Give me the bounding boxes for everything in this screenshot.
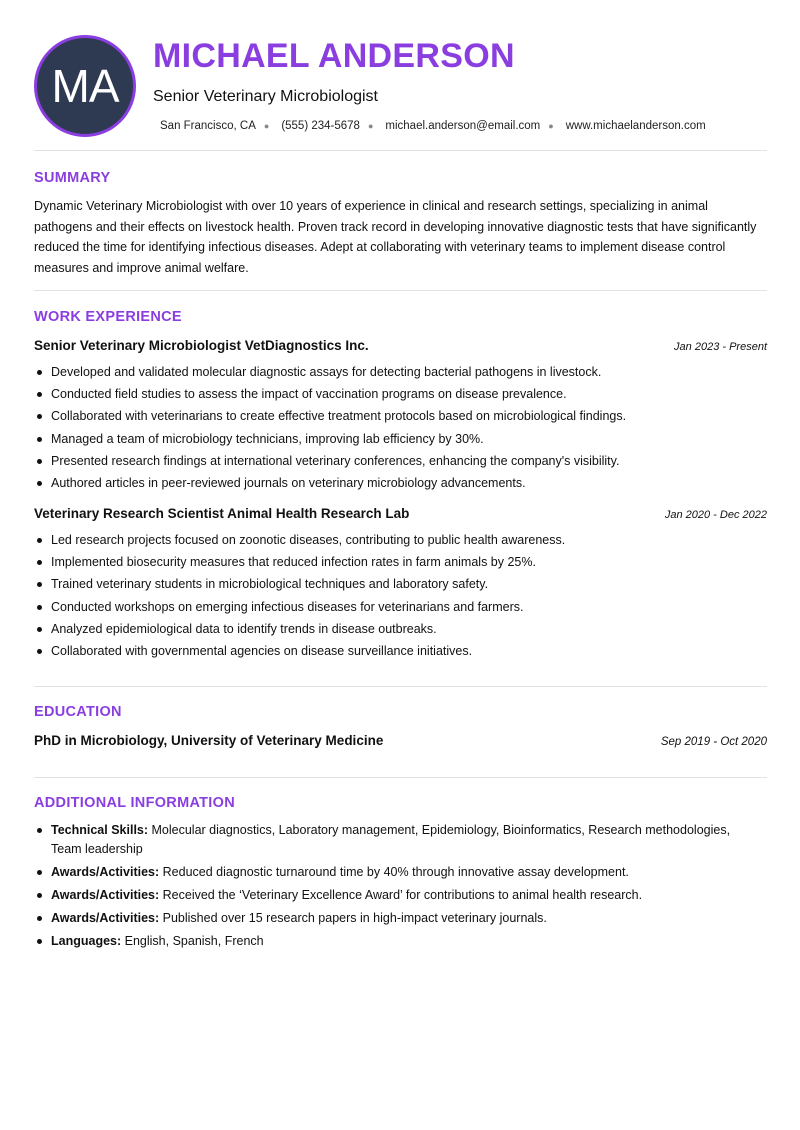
separator-dot-icon: ● xyxy=(548,121,554,131)
summary-text: Dynamic Veterinary Microbiologist with over 10 years of experience in clinical and research settings, specializing in animal pathogens and their effects on livestock health. Proven track record in developing innovative diagnostic tests that have significantly reduced the time for identifying infectious diseases. Adept at collaborating with veterinary teams to implement disease control measures and improve animal welfare. xyxy=(34,199,757,275)
job-header xyxy=(34,506,767,521)
list-item: Led research projects focused on zoonotic diseases, contributing to public health awareness. xyxy=(34,529,767,551)
list-item xyxy=(34,863,734,882)
contact-location: San Francisco, CA xyxy=(160,120,256,132)
job-dates: Jan 2020 - Dec 2022 xyxy=(664,509,767,521)
separator-dot-icon: ● xyxy=(367,121,374,131)
info-text: Received the ‘Veterinary Excellence Award’ for contributions to animal health research. xyxy=(162,888,643,902)
info-text: Molecular diagnostics, Laboratory management, Epidemiology, Bioinformatics, Research methodologies, Team leadership xyxy=(51,823,731,856)
list-item: Presented research findings at international veterinary conferences, enhancing the company's visibility. xyxy=(34,450,767,472)
divider xyxy=(34,777,767,778)
info-label: Technical Skills: xyxy=(51,823,149,837)
job-role: Senior Veterinary Microbiologist VetDiagnostics Inc. xyxy=(34,338,369,353)
list-item: Developed and validated molecular diagnostic assays for detecting bacterial pathogens in livestock. xyxy=(34,361,767,383)
contact-info xyxy=(160,120,706,132)
info-label: Awards/Activities: xyxy=(51,911,160,925)
additional-list xyxy=(34,821,734,955)
contact-website[interactable]: www.michaelanderson.com xyxy=(565,120,706,132)
candidate-name: MICHAEL ANDERSON xyxy=(153,37,515,75)
list-item xyxy=(34,821,734,859)
job-dates: Jan 2023 - Present xyxy=(674,341,767,353)
info-label: Languages: xyxy=(51,934,122,948)
list-item: Conducted field studies to assess the impact of vaccination programs on disease prevalence. xyxy=(34,383,767,405)
contact-email[interactable]: michael.anderson@email.com xyxy=(385,120,541,132)
divider xyxy=(34,686,767,687)
education-heading: EDUCATION xyxy=(34,704,122,720)
info-label: Awards/Activities: xyxy=(51,865,160,879)
list-item xyxy=(34,909,734,928)
separator-dot-icon: ● xyxy=(263,121,270,131)
info-label: Awards/Activities: xyxy=(51,888,160,902)
list-item: Collaborated with veterinarians to create effective treatment protocols based on microbiological findings. xyxy=(34,405,767,427)
list-item: Managed a team of microbiology technicians, improving lab efficiency by 30%. xyxy=(34,428,767,450)
education-entry xyxy=(34,733,767,748)
job-header xyxy=(34,338,767,353)
info-text: English, Spanish, French xyxy=(124,934,264,948)
list-item xyxy=(34,886,734,905)
experience-heading: WORK EXPERIENCE xyxy=(34,309,182,325)
info-text: Reduced diagnostic turnaround time by 40% through innovative assay development. xyxy=(162,865,629,879)
summary-heading: SUMMARY xyxy=(34,170,111,186)
contact-phone: (555) 234-5678 xyxy=(281,120,360,132)
divider xyxy=(34,150,767,151)
list-item xyxy=(34,932,734,951)
list-item: Collaborated with governmental agencies on disease surveillance initiatives. xyxy=(34,640,767,662)
list-item: Authored articles in peer-reviewed journals on veterinary microbiology advancements. xyxy=(34,472,767,494)
list-item: Analyzed epidemiological data to identify trends in disease outbreaks. xyxy=(34,618,767,640)
avatar-initials: MA xyxy=(51,60,119,112)
list-item: Implemented biosecurity measures that reduced infection rates in farm animals by 25%. xyxy=(34,551,767,573)
candidate-title: Senior Veterinary Microbiologist xyxy=(153,88,378,105)
education-dates: Sep 2019 - Oct 2020 xyxy=(660,736,767,748)
avatar xyxy=(34,35,136,137)
list-item: Conducted workshops on emerging infectious diseases for veterinarians and farmers. xyxy=(34,596,767,618)
info-text: Published over 15 research papers in high-impact veterinary journals. xyxy=(162,911,547,925)
job-role: Veterinary Research Scientist Animal Health Research Lab xyxy=(34,506,410,521)
divider xyxy=(34,290,767,291)
additional-heading: ADDITIONAL INFORMATION xyxy=(34,795,235,811)
job-bullets xyxy=(34,361,767,494)
education-degree: PhD in Microbiology, University of Veterinary Medicine xyxy=(34,733,384,748)
list-item: Trained veterinary students in microbiological techniques and laboratory safety. xyxy=(34,573,767,595)
job-bullets xyxy=(34,529,767,662)
